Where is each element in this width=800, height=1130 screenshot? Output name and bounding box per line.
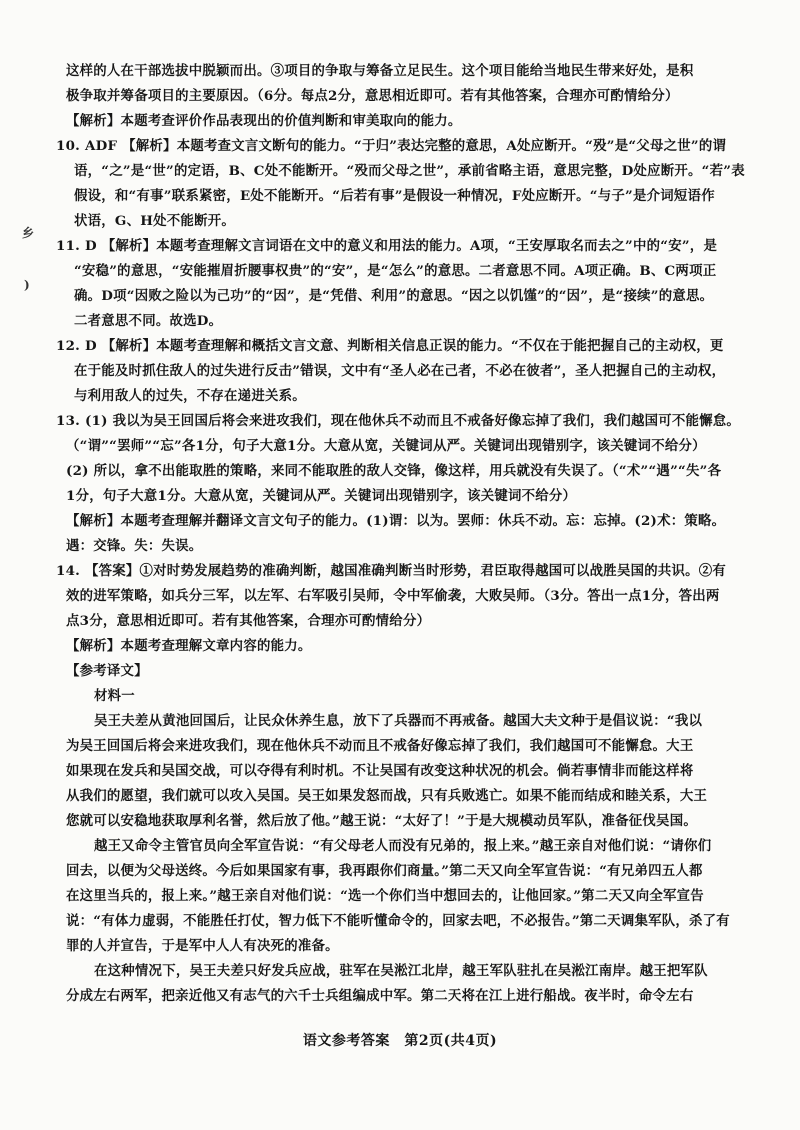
- text-line: （“谓”“罢师”“忘”各1分，句子大意1分。大意从宽，关键词从严。关键词出现错别字，该关键词不给分）: [66, 438, 706, 454]
- translation-line: 回去，以便为父母送终。今后如果国家有事，我再跟你们商量。”第二天又向全军宣告说：“有兄弟四五人都: [66, 863, 703, 879]
- text-line: 确。D项“因败之险以为己功”的“因”，是“凭借、利用”的意思。“因之以饥馑”的“因”，是“接续”的意思。: [74, 288, 714, 304]
- translation-line: 在这种情况下，吴王夫差只好发兵应战，驻军在吴淞江北岸，越王军队驻扎在吴淞江南岸。越王把军队: [94, 963, 708, 979]
- translation-line: 吴王夫差从黄池回国后，让民众休养生息，放下了兵器而不再戒备。越国大夫文种于是倡议说：“我以: [94, 713, 703, 729]
- material-heading: 材料一: [94, 688, 135, 704]
- analysis-line: 【解析】本题考查评价作品表现出的价值判断和审美取向的能力。: [66, 113, 462, 129]
- text-line: 与利用敌人的过失，不存在递进关系。: [74, 388, 306, 404]
- translation-line: 分成左右两军，把亲近他又有志气的六千士兵组编成中军。第二天将在江上进行船战。夜半时，命令左右: [66, 988, 694, 1004]
- text-line: 极争取并筹备项目的主要原因。（6分。每点2分，意思相近即可。若有其他答案，合理亦可酌情给分）: [66, 88, 679, 104]
- page-footer: 语文参考答案 第2页(共4页): [302, 1033, 498, 1049]
- translation-line: 说：“有体力虚弱，不能胜任打仗，智力低下不能听懂命令的，回家去吧，不必报告。”第二天调集军队，杀了有: [66, 913, 730, 929]
- text-line: 状语，G、H处不能断开。: [74, 213, 235, 229]
- answer-11: 11. D 【解析】本题考查理解文言词语在文中的意义和用法的能力。A项，“王安厚取名而去之”中的“安”，是: [56, 238, 718, 254]
- analysis-line: 【解析】本题考查理解并翻译文言文句子的能力。(1)谓：以为。罢师：休兵不动。忘：忘掉。(2)术：策略。: [66, 513, 726, 529]
- translation-line: 为吴王回国后将会来进攻我们，现在他休兵不动而且不戒备好像忘掉了我们，我们越国可不能懈怠。大王: [66, 738, 694, 754]
- text-line: 效的进军策略，如兵分三军，以左军、右军吸引吴师，令中军偷袭，大败吴师。（3分。答出一点1分，答出两: [66, 588, 720, 604]
- text-line: 假设，和“有事”联系紧密，E处不能断开。“后若有事”是假设一种情况，F处应断开。“与子”是介词短语作: [74, 188, 715, 204]
- translation-line: 在这里当兵的，报上来。”越王亲自对他们说：“选一个你们当中想回去的，让他回家。”第二天又向全军宣告: [66, 888, 704, 904]
- text-line: (2) 所以，拿不出能取胜的策略，来同不能取胜的敌人交锋，像这样，用兵就没有失误了。（“术”“遇”“失”各: [66, 463, 722, 479]
- translation-line: 越王又命令主管官员向全军宣告说：“有父母老人而没有兄弟的，报上来。”越王亲自对他们说：“请你们: [94, 838, 712, 854]
- text-line: 点3分，意思相近即可。若有其他答案，合理亦可酌情给分）: [66, 613, 431, 629]
- margin-mark: ): [24, 278, 30, 292]
- text-line: 1分，句子大意1分。大意从宽，关键词从严。关键词出现错别字，该关键词不给分）: [66, 488, 577, 504]
- margin-mark: 乡: [22, 226, 35, 240]
- text-line: 在于能及时抓住敌人的过失进行反击”错误，文中有“圣人必在己者，不必在彼者”，圣人把握自己的主动权，: [74, 363, 726, 379]
- translation-heading: 【参考译文】: [66, 663, 148, 679]
- text-line: “安稳”的意思，“安能摧眉折腰事权贵”的“安”，是“怎么”的意思。二者意思不同。A项正确。B、C两项正: [74, 263, 717, 279]
- text-line: 二者意思不同。故选D。: [74, 313, 223, 329]
- answer-12: 12. D 【解析】本题考查理解和概括文言文意、判断相关信息正误的能力。“不仅在于能把握自己的主动权，更: [56, 338, 724, 354]
- answer-14: 14. 【答案】①对时势发展趋势的准确判断，越国准确判断当时形势，君臣取得越国可以战胜吴国的共识。②有: [56, 563, 727, 579]
- text-line: 遇：交锋。失：失误。: [66, 538, 203, 554]
- text-line: 语，“之”是“世”的定语，B、C处不能断开。“殁而父母之世”，承前省略主语，意思完整，D处应断开。“若”表: [74, 163, 745, 179]
- translation-line: 如果现在发兵和吴国交战，可以夺得有利时机。不让吴国有改变这种状况的机会。倘若事情非而能这样将: [66, 763, 694, 779]
- translation-line: 您就可以安稳地获取厚利名誉，然后放了他。”越王说：“太好了！”于是大规模动员军队，准备征伐吴国。: [66, 813, 697, 829]
- translation-line: 罪的人并宣告，于是军中人人有决死的准备。: [66, 938, 339, 954]
- analysis-line: 【解析】本题考查理解文章内容的能力。: [66, 638, 312, 654]
- answer-10: 10. ADF 【解析】本题考查文言文断句的能力。“于归”表达完整的意思，A处应断开。“殁”是“父母之世”的谓: [56, 138, 727, 154]
- translation-line: 从我们的愿望，我们就可以攻入吴国。吴王如果发怒而战，只有兵败逃亡。如果不能而结成和睦关系，大王: [66, 788, 708, 804]
- text-line: 这样的人在干部选拔中脱颖而出。③项目的争取与筹备立足民生。这个项目能给当地民生带来好处，是积: [66, 63, 694, 79]
- answer-13: 13. (1) 我以为吴王回国后将会来进攻我们，现在他休兵不动而且不戒备好像忘掉了我们，我们越国可不能懈怠。: [56, 413, 741, 429]
